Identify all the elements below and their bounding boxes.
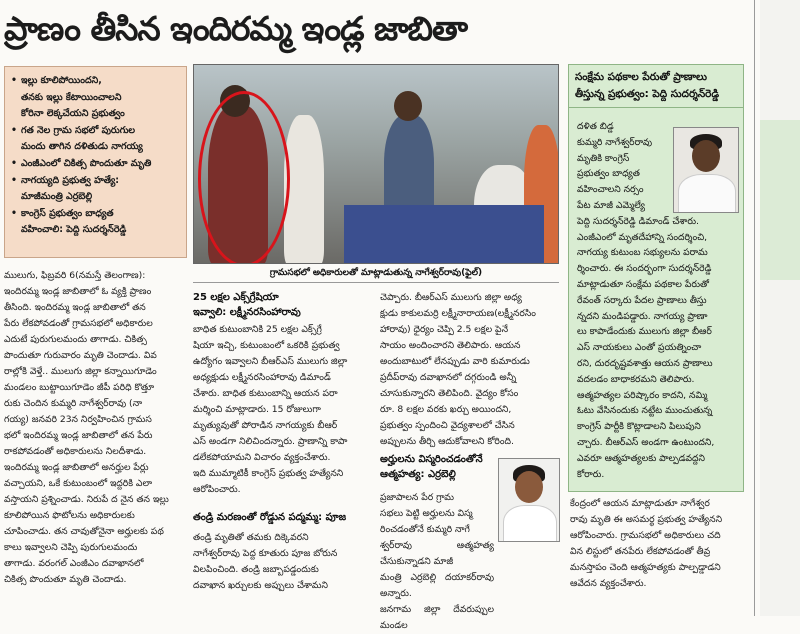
adjacent-article-fragment <box>760 0 800 616</box>
article-column-4: కేంద్రంలో ఆయన మాట్లాడుతూ నాగేశ్వర రావు మృతి ఈ అసమర్థ ప్రభుత్వ హత్యేనని ఆరోపించారు. గ్రామసభలో అధికారులు చది విన లిస్టులో తనపేరు లేకపోవడంతో తీవ్ర మనస్తాపం చెంది ఆత్మహత్యకు పాల్పడ్డాడని ఆవేదన వ్యక్తంచేశారు. <box>570 498 723 589</box>
sidebar-box <box>568 64 744 492</box>
errabelli-photo <box>498 458 560 542</box>
article-column-3b: ప్రజాపాలన పేర గ్రామ సభలు పెట్టి అర్హులను విస్మ రించడంతోనే కుమ్మరి నాగే శ్వర్‌రావు ఆత్మహత్య చేసుకున్నాడని మాజీ మంత్రి ఎర్రబెల్లి దయాకర్‌రావు అన్నారు. జనగామ జిల్లా దేవరుప్పుల మండల <box>380 492 494 631</box>
photo-caption: గ్రామసభలో అధికారులతో మాట్లాడుతున్న నాగేశ్వర్‌రావు(ఫైల్) <box>193 264 559 283</box>
bullet-icon: • <box>11 174 17 186</box>
subheading: తండ్రి మరణంతో రోడ్డున పద్మమ్మ: పూజ <box>193 512 347 523</box>
headline: ప్రాణం తీసిన ఇందిరమ్మ ఇండ్ల జాబితా <box>4 9 468 48</box>
article-column-3: చెప్పారు. బీఆర్ఎస్ ములుగు జిల్లా అధ్య క్షుడు కాకులమర్రి లక్ష్మీనారాయణ(లక్ష్మీనరసిం హారావు) ధైర్యం చెప్పి 2.5 లక్షల పైనే సాయం అందించారని తెలిపారు. ఆయన అందుబాటులో లేనప్పుడు వారి కుమారుడు ప్రదీప్‌రావు దవాఖానలో దగ్గరుండి అన్నీ చూసుకున్నారని తెలిపింది. వైద్యం కోసం రూ. 8 లక్షల వరకు ఖర్చు అయిందని, ప్రభుత్వం స్పందించి వైద్యశాలలో చేసిన అప్పులను తీర్చి ఆదుకోవాలని కోరింది. <box>380 292 536 447</box>
peddi-sudarshan-reddy-photo <box>673 127 739 213</box>
highlights-box <box>4 66 187 258</box>
highlight-item: • ఎంజీఎంలో చికిత్స పొందుతూ మృతి <box>11 156 182 173</box>
article-column-2: బాధిత కుటుంబానికి 25 లక్షల ఎక్స్‌గ్రే షియా ఇచ్చి, కుటుంబంలో ఒకరికి ప్రభుత్వ ఉద్యోగం ఇవ్వాలని బీఆర్ఎస్ ములుగు జిల్లా అధ్యక్షుడు లక్ష్మీనరసింహారావు డిమాండ్ చేశారు. బాధిత కుటుంబాన్ని ఆయన పరా మర్శించి మాట్లాడారు. 15 రోజులుగా మృత్యువుతో పోరాడిన నాగయ్యకు బీఆర్ ఎస్ అండగా నిలిచిందన్నారు. ప్రాణాన్ని కాపా డలేకపోయామని విచారం వ్యక్తంచేశారు. ఇది ముమ్మాటికీ కాంగ్రెస్ ప్రభుత్వ హత్యేనని ఆరోపించారు. <box>193 324 348 495</box>
bullet-icon: • <box>11 157 17 169</box>
table-shape <box>344 205 544 264</box>
article-column-1: ములుగు, ఫిబ్రవరి 6(నమస్తే తెలంగాణ): ఇందిరమ్మ ఇండ్ల జాబితాలో ఓ వ్యక్తి ప్రాణం తీసింది. ఇందిరమ్మ ఇండ్ల జాబితాలో తన పేరు లేకపోవడంతో గ్రామసభలో అధికారుల ఎదుటే పురుగులమందు తాగాడు. చికిత్స పొందుతూ గురువారం మృతి చెందాడు. వివ రాల్లోకి వెళ్తే.. ములుగు జిల్లా కన్నాయిగూడెం మండలం బుట్టాయిగూడెం జీపీ పరిధి కొత్తూ రుకు చెందిన కుమ్మరి నాగేశ్వర్‌రావు (నా గయ్య) జనవరి 23న నిర్వహించిన గ్రామస భలో ఇందిరమ్మ ఇండ్ల జాబితాలో తన పేరు రాకపోవడంతో అధికారులను నిలదీశాడు. ఇందిరమ్మ ఇండ్ల జాబితాలో అనర్హుల పేర్లు వచ్చాయని, ఒకే కుటుంబంలో ఇద్దరికి ఎలా వస్తాయని ప్రశ్నించాడు. నిరుపే ద నైన తన ఇల్లు కూలిపోయిన ఫొటోలను అధికారులకు చూపించాడు. తన చావుతోనైనా అర్హులకు పథ కాలు ఇవ్వాలని చెప్పి పురుగులమందు తాగాడు. వరంగల్ ఎంజీఎం దవాఖానలో చికిత్స పొందుతూ మృతి చెందాడు. <box>4 270 169 585</box>
highlight-circle <box>198 91 290 264</box>
bullet-icon: • <box>11 207 17 219</box>
person-figure <box>284 115 324 264</box>
sidebar-title: సంక్షేమ పథకాల పేరుతో ప్రాణాలు తీస్తున్న ప్రభుత్వం: పెద్ది సుదర్శన్‌రెడ్డి <box>569 65 743 108</box>
highlight-item: • నాగయ్యది ప్రభుత్వ హత్యే: మాజీమంత్రి ఎర్రబెల్లి <box>11 173 182 206</box>
highlight-item: • కాంగ్రెస్ ప్రభుత్వం బాధ్యత వహించాలి: పెద్ది సుదర్శన్‌రెడ్డి <box>11 206 182 239</box>
person-figure <box>394 91 422 121</box>
column-divider <box>754 0 755 616</box>
adjacent-box <box>760 120 800 280</box>
subheading: అర్హులను విస్మరించడంతోనే ఆత్మహత్య: ఎర్రబెల్లి <box>380 454 483 480</box>
sidebar-body: దళిత బిడ్డ కుమ్మరి నాగేశ్వర్‌రావు మృతికి కాంగ్రెస్ ప్రభుత్వం బాధ్యత వహించాలని నర్సం పేట మాజీ ఎమ్మెల్యే పెద్ది సుదర్శన్‌రెడ్డి డిమాండ్ చేశారు. ఎంజీఎంలో మృతదేహాన్ని సందర్శించి, నాగయ్య కుటుంబ సభ్యులను పరామ ర్శించారు. ఈ సందర్భంగా సుదర్శన్‌రెడ్డి మాట్లాడుతూ సంక్షేమ పథకాల పేరుతో రేవంత్ సర్కారు పేదల ప్రాణాలు తీస్తు న్నదని మండిపడ్డారు. నాగయ్య ప్రాణా లు కాపాడేందుకు ములుగు జిల్లా బీఆర్ ఎస్ నాయకులు ఎంతో ప్రయత్నించా రని, దురదృష్టవశాత్తు ఆయన ప్రాణాలు వదలడం బాధాకరమని తెలిపారు. ఆత్మహత్యల పరిష్కారం కాదని, నమ్మి ఓటు వేసినందుకు నట్టేట ముంచుతున్న కాంగ్రెస్ పార్టీకి కొట్లాడాలని పిలుపుని చ్చారు. బీఆర్ఎస్ అండగా ఉంటుందని, ఎవరూ ఆత్మహత్యలకు పాల్పడవద్దని కోరారు. <box>577 121 715 480</box>
news-photo <box>193 64 559 264</box>
highlight-item: • గత నెల గ్రామ సభలో పురుగుల మందు తాగిన దళితుడు నాగయ్య <box>11 123 182 156</box>
article-column-2b: తండ్రి మృతితో తమకు దిక్కెవరని నాగేశ్వర్‌రావు పెద్ద కూతురు పూజ బోరున విలపించింది. తండ్రి జబ్బాపడ్డందుకు దవాఖాన ఖర్చులకు అప్పులు చేశామని <box>193 532 338 591</box>
bullet-icon: • <box>11 124 17 136</box>
bullet-icon: • <box>11 75 17 86</box>
highlight-item: • ఇల్లు కూలిపోయిందని, తనకు ఇల్లు కేటాయించాలని కోరినా లెక్కచేయని ప్రభుత్వం <box>11 73 182 123</box>
subheading: 25 లక్షల ఎక్స్‌గ్రేషియా ఇవ్వాలి: లక్ష్మీనరసింహారావు <box>193 292 301 318</box>
